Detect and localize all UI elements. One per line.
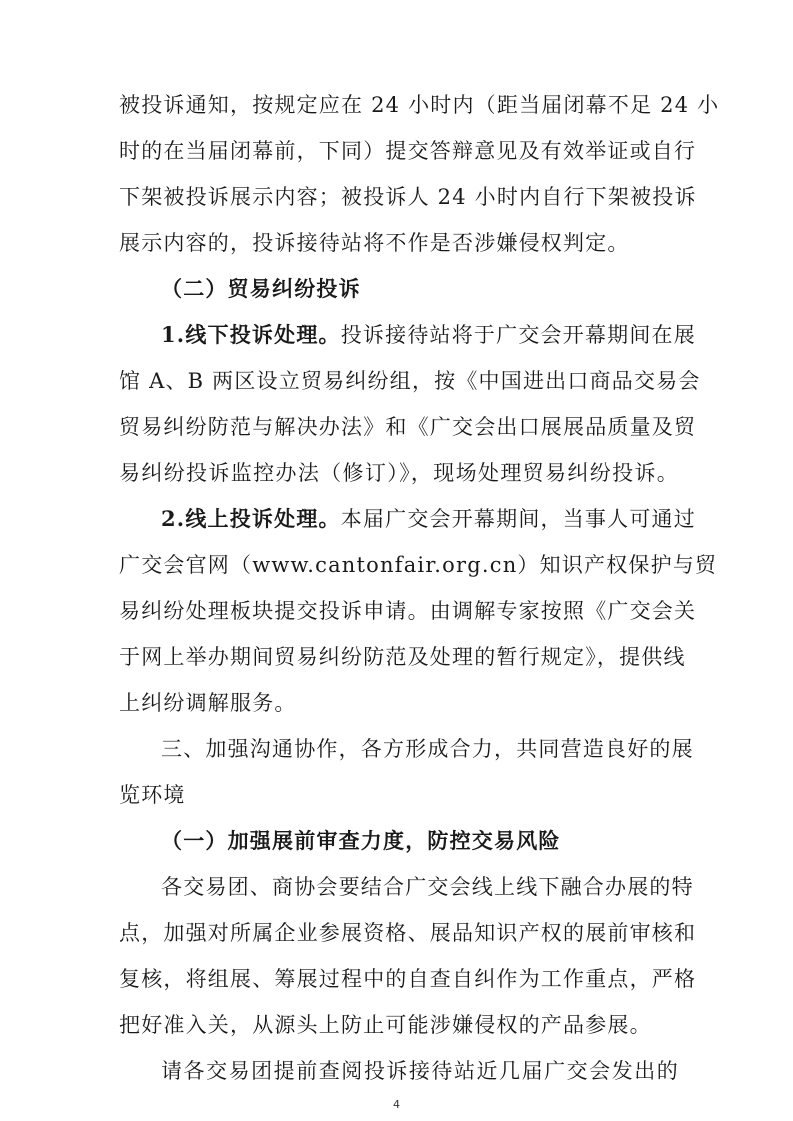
body-text-line: 馆 A、B 两区设立贸易纠纷组，按《中国进出口商品交易会 [119,369,701,393]
body-text-line: 被投诉通知，按规定应在 24 小时内（距当届闭幕不足 24 小 [119,93,720,117]
body-text-line: 展示内容的，投诉接待站将不作是否涉嫌侵权判定。 [119,231,630,255]
body-text-line: 上纠纷调解服务。 [119,691,297,715]
body-text-line: 各交易团、商协会要结合广交会线上线下融合办展的特 [161,875,694,899]
body-text-line: 易纠纷处理板块提交投诉申请。由调解专家按照《广交会关 [119,599,697,623]
body-text-line: 请各交易团提前查阅投诉接待站近几届广交会发出的 [161,1059,679,1083]
body-text-line: 于网上举办期间贸易纠纷防范及处理的暂行规定》，提供线 [119,645,686,669]
body-text: 本届广交会开幕期间，当事人可通过 [340,507,696,531]
body-text-line: 易纠纷投诉监控办法（修订）》，现场处理贸易纠纷投诉。 [119,461,679,485]
body-text-line: 时的在当届闭幕前，下同）提交答辩意见及有效举证或自行 [119,139,697,163]
chapter-heading: 三、加强沟通协作，各方形成合力，共同营造良好的展 [161,737,694,761]
body-text-line: 把好准入关，从源头上防止可能涉嫌侵权的产品参展。 [119,1013,652,1037]
body-text-line: 广交会官网（www.cantonfair.org.cn）知识产权保护与贸 [119,553,718,577]
body-text-line: 复核，将组展、筹展过程中的自查自纠作为工作重点，严格 [119,967,697,991]
item-lead: 1.线下投诉处理。 [161,322,341,347]
body-text-line: 下架被投诉展示内容；被投诉人 24 小时内自行下架被投诉 [119,185,697,209]
item-lead: 2.线上投诉处理。 [161,506,341,531]
page-number: 4 [393,1098,400,1111]
body-text-line: 贸易纠纷防范与解决办法》和《广交会出口展展品质量及贸 [119,415,697,439]
body-text-line [161,322,696,348]
body-text: 投诉接待站将于广交会开幕期间在展 [340,323,696,347]
body-text-line [161,506,696,532]
section-heading: （一）加强展前审查力度，防控交易风险 [161,828,561,853]
chapter-heading: 览环境 [119,783,186,807]
body-text-line: 点，加强对所属企业参展资格、展品知识产权的展前审核和 [119,921,697,945]
section-heading: （二）贸易纠纷投诉 [161,276,361,301]
